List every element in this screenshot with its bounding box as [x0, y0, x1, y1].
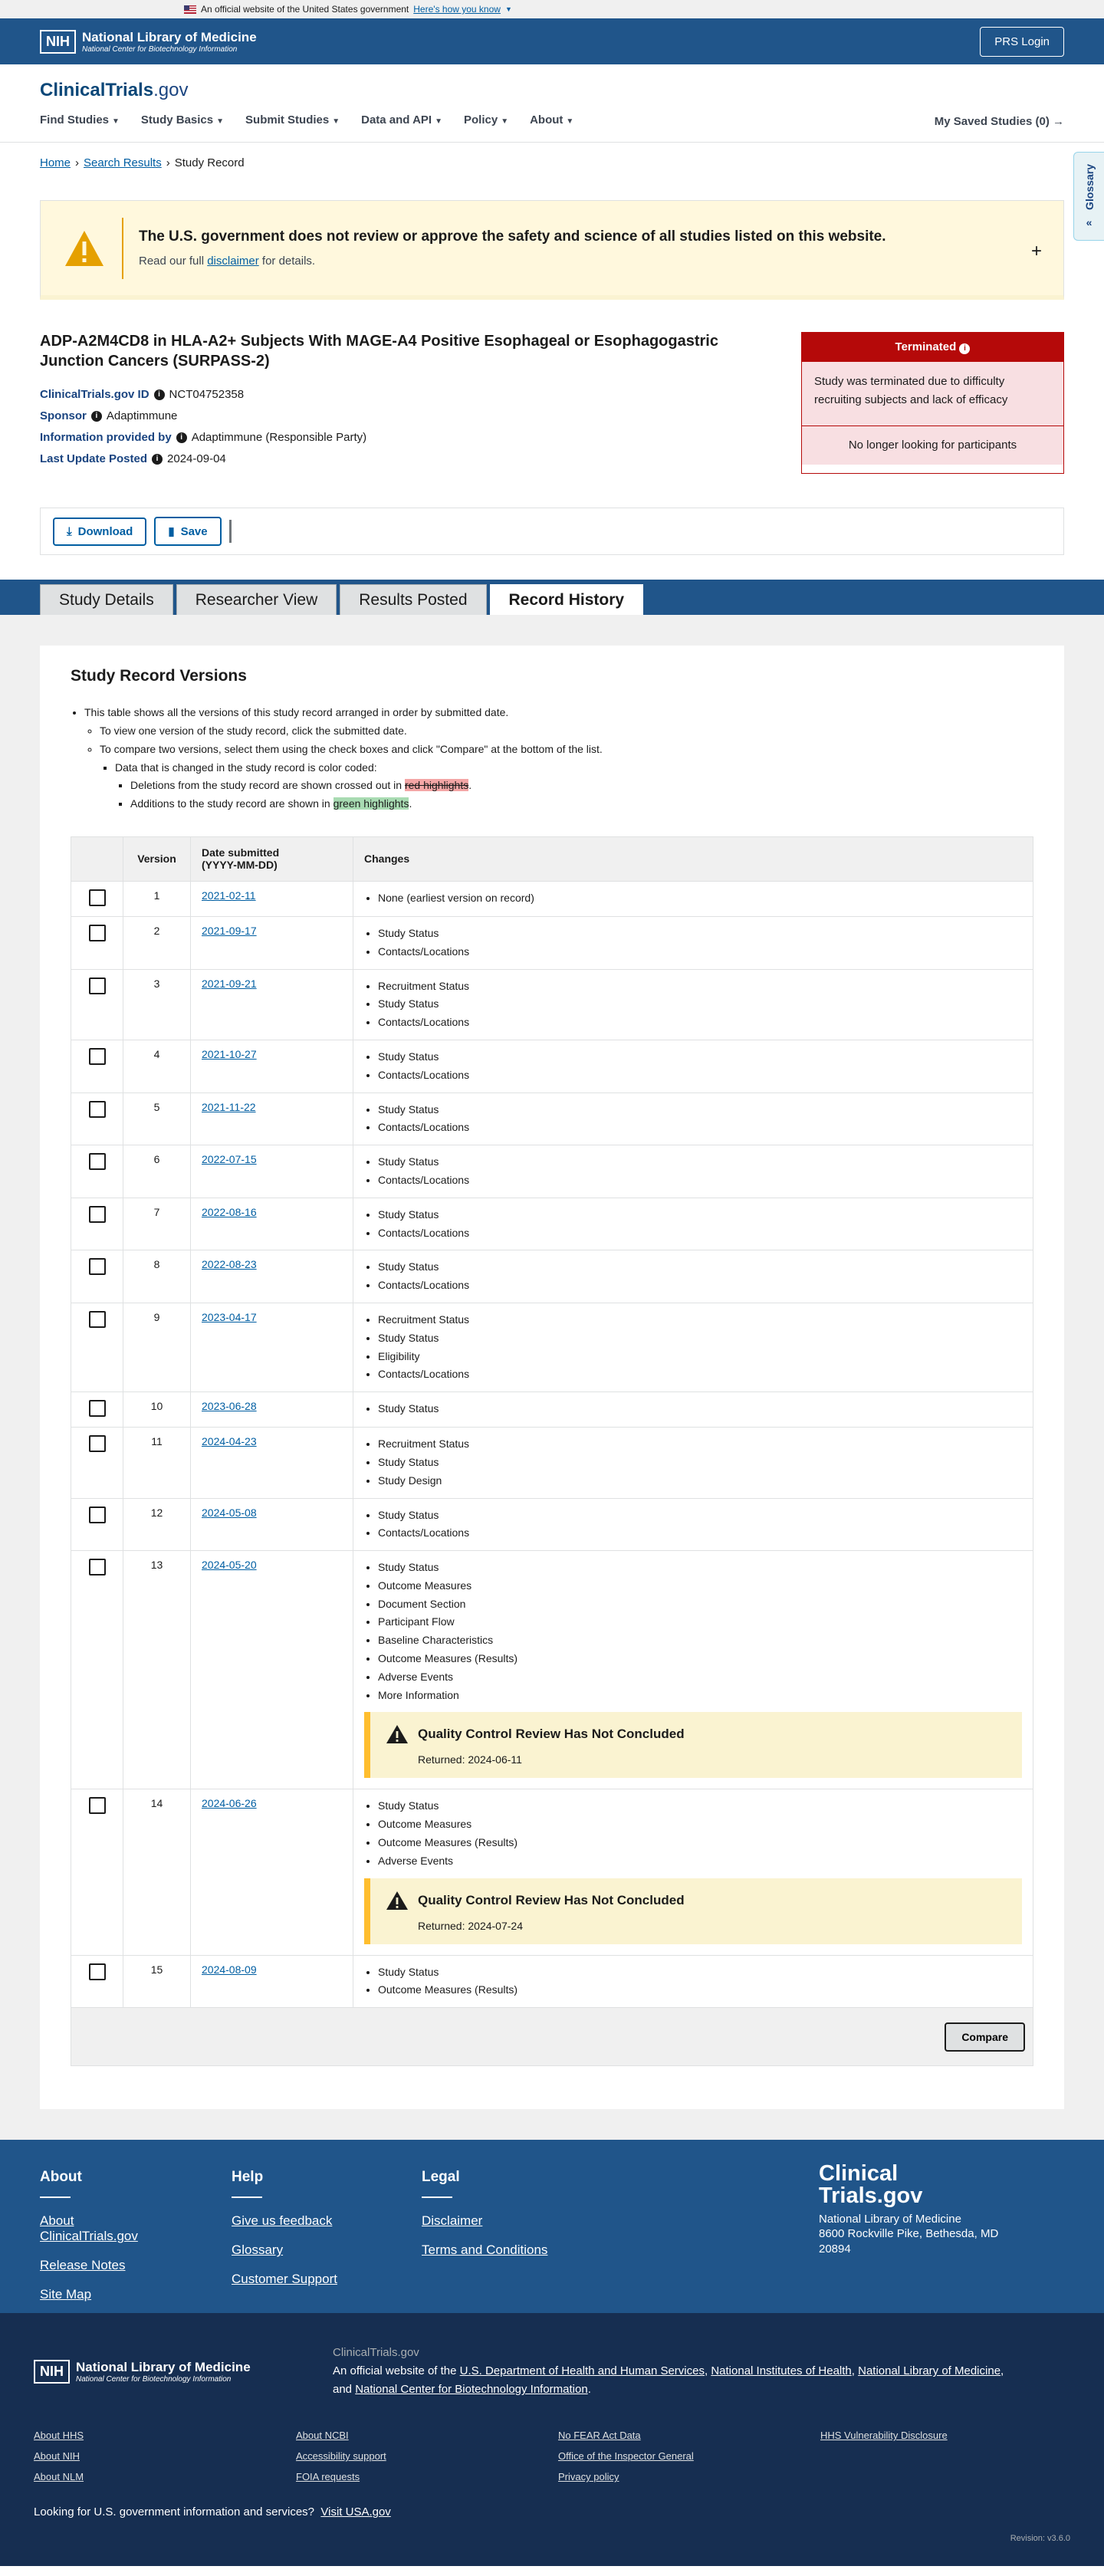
change-item: • Contacts/Locations — [378, 1119, 1022, 1137]
version-date-link[interactable]: 2024-06-26 — [202, 1797, 257, 1810]
change-item: • Study Design — [378, 1472, 1022, 1490]
versions-card — [40, 646, 1064, 2109]
breadcrumb-home[interactable]: Home — [40, 156, 71, 169]
subfooter-link[interactable]: Office of the Inspector General — [558, 2450, 694, 2463]
info-icon[interactable]: i — [176, 432, 187, 443]
footer-legal — [422, 2169, 547, 2316]
version-date-cell — [191, 969, 353, 1040]
table-row — [71, 881, 1033, 916]
table-row — [71, 1040, 1033, 1092]
change-item: • Outcome Measures — [378, 1577, 1022, 1595]
tab-record-history[interactable]: Record History — [490, 584, 644, 615]
disclaimer-alert — [40, 200, 1064, 300]
version-date-cell — [191, 1198, 353, 1250]
nlm-title: National Library of Medicine — [76, 2359, 251, 2374]
nav-study-basics[interactable]: Study Basics ▼ — [140, 113, 225, 127]
subfooter-link[interactable]: About HHS — [34, 2430, 84, 2442]
official-site-info: ClinicalTrials.gov An official website of the U.S. Department of Health and Human Services, National Institutes of Health, National Library of Medicine, and National Center for Biotechnology Information. — [333, 2344, 1004, 2399]
change-item: • Recruitment Status — [378, 1311, 1022, 1329]
version-checkbox-cell — [71, 1145, 123, 1198]
nih-link[interactable]: National Institutes of Health — [711, 2364, 852, 2378]
change-item: • More Information — [378, 1687, 1022, 1705]
nlm-bar — [0, 18, 1104, 64]
version-checkbox[interactable] — [89, 925, 106, 941]
sub-footer — [0, 2313, 1104, 2566]
version-date-cell — [191, 1250, 353, 1303]
tab-study-details[interactable]: Study Details — [40, 584, 173, 615]
version-checkbox-cell — [71, 1955, 123, 2008]
download-button[interactable]: ⤓ Download — [53, 518, 146, 546]
table-row — [71, 969, 1033, 1040]
table-row — [71, 1551, 1033, 1789]
sponsor-value: Adaptimmune — [106, 409, 178, 423]
disclaimer-link[interactable]: disclaimer — [207, 255, 259, 268]
version-number: 8 — [123, 1250, 191, 1303]
change-item: • Adverse Events — [378, 1852, 1022, 1871]
table-row — [71, 1498, 1033, 1551]
chevron-down-icon: ▼ — [504, 5, 512, 13]
change-item: • Study Status — [378, 1797, 1022, 1815]
subfooter-link[interactable]: Privacy policy — [558, 2471, 619, 2483]
version-changes — [353, 1092, 1033, 1145]
version-checkbox-cell — [71, 1040, 123, 1092]
study-title: ADP-A2M4CD8 in HLA-A2+ Subjects With MAGE-A4 Positive Esophageal or Esophagogastric Junction Cancers (SURPASS-2) — [40, 333, 718, 370]
change-item: • Contacts/Locations — [378, 1014, 1022, 1032]
version-number: 1 — [123, 881, 191, 916]
change-item: • None (earliest version on record) — [378, 889, 1022, 908]
deletion-note: ▪ Deletions from the study record are shown crossed out in red highlights. — [130, 777, 1033, 795]
info-icon[interactable]: i — [152, 454, 163, 465]
footer-link[interactable]: Terms and Conditions — [422, 2242, 548, 2258]
version-checkbox-cell — [71, 1392, 123, 1428]
alert-divider — [122, 218, 123, 279]
version-number: 5 — [123, 1092, 191, 1145]
version-checkbox-cell — [71, 881, 123, 916]
footer-about — [40, 2169, 169, 2316]
version-date-cell — [191, 916, 353, 969]
footer-brand — [819, 2163, 1026, 2256]
table-row — [71, 1250, 1033, 1303]
qc-returned: Returned: 2024-07-24 — [418, 1919, 523, 1932]
version-checkbox[interactable] — [89, 1153, 106, 1170]
version-date-link[interactable]: 2021-09-17 — [202, 924, 257, 937]
version-date-cell — [191, 1392, 353, 1428]
change-item: • Study Status — [378, 1048, 1022, 1066]
nlm-subtitle: National Center for Biotechnology Information — [82, 44, 238, 54]
footer-legal-heading: Legal — [422, 2169, 547, 2198]
version-checkbox[interactable] — [89, 1797, 106, 1814]
versions-instructions — [84, 704, 1033, 813]
record-history-section — [0, 615, 1104, 2140]
status-head: Terminated i — [802, 333, 1063, 362]
version-date-cell — [191, 1040, 353, 1092]
nav-about[interactable]: About ▼ — [530, 113, 574, 127]
change-item: • Adverse Events — [378, 1668, 1022, 1687]
version-changes — [353, 1250, 1033, 1303]
double-chevron-left-icon: « — [1086, 215, 1092, 228]
version-checkbox-cell — [71, 969, 123, 1040]
glossary-label: Glossary — [1083, 164, 1096, 210]
version-date-cell — [191, 1303, 353, 1392]
change-item: • Study Status — [378, 1153, 1022, 1171]
version-number: 10 — [123, 1392, 191, 1428]
nih-logo-box: NIH — [34, 2360, 70, 2384]
version-date-cell — [191, 1551, 353, 1789]
version-date-cell — [191, 1145, 353, 1198]
version-date-link[interactable]: 2022-07-15 — [202, 1153, 257, 1166]
change-item: • Outcome Measures (Results) — [378, 1650, 1022, 1668]
version-checkbox-cell — [71, 1250, 123, 1303]
version-checkbox[interactable] — [89, 889, 106, 906]
version-changes — [353, 1789, 1033, 1955]
footer-link[interactable]: Give us feedback — [232, 2213, 333, 2229]
study-header — [0, 332, 1104, 474]
table-row — [71, 1092, 1033, 1145]
id-label: ClinicalTrials.gov ID — [40, 388, 150, 402]
nlm-footer-logo[interactable] — [34, 2344, 302, 2399]
version-checkbox[interactable] — [89, 1559, 106, 1576]
version-checkbox-cell — [71, 1428, 123, 1498]
version-date-cell — [191, 1498, 353, 1551]
info-icon[interactable]: i — [154, 389, 165, 400]
version-number: 9 — [123, 1303, 191, 1392]
version-changes — [353, 881, 1033, 916]
site-name: ClinicalTrials.gov — [333, 2346, 419, 2360]
change-item: • Contacts/Locations — [378, 943, 1022, 961]
change-item: • Contacts/Locations — [378, 1224, 1022, 1243]
version-changes — [353, 1040, 1033, 1092]
version-checkbox[interactable] — [89, 1101, 106, 1118]
footer-link[interactable]: Glossary — [232, 2242, 284, 2258]
warning-icon — [386, 1891, 409, 1911]
arrow-right-icon: → — [1053, 115, 1064, 128]
change-item: • Outcome Measures — [378, 1815, 1022, 1834]
nav-find-studies[interactable]: Find Studies ▼ — [40, 113, 120, 127]
version-changes — [353, 1198, 1033, 1250]
change-item: • Outcome Measures (Results) — [378, 1981, 1022, 1999]
change-item: • Document Section — [378, 1595, 1022, 1614]
last-update-value: 2024-09-04 — [167, 452, 226, 466]
alert-title: The U.S. government does not review or approve the safety and science of all studies listed on this website. — [139, 228, 886, 245]
status-box — [801, 332, 1064, 474]
version-checkbox[interactable] — [89, 1206, 106, 1223]
change-item: • Study Status — [378, 1206, 1022, 1224]
version-date-link[interactable]: 2021-09-21 — [202, 977, 257, 990]
version-checkbox[interactable] — [89, 1400, 106, 1417]
table-row — [71, 1789, 1033, 1955]
qc-alert — [364, 1712, 1022, 1778]
change-item: • Contacts/Locations — [378, 1524, 1022, 1543]
version-date-cell — [191, 881, 353, 916]
breadcrumb — [0, 156, 1104, 169]
change-item: • Study Status — [378, 995, 1022, 1014]
actions-bar — [40, 508, 1064, 555]
instruction-compare: ◦ To compare two versions, select them using the check boxes and click "Compare" at the bottom of the list. — [100, 741, 1033, 759]
version-number: 6 — [123, 1145, 191, 1198]
table-row — [71, 916, 1033, 969]
sponsor-label: Sponsor — [40, 409, 87, 423]
versions-table — [71, 836, 1033, 2066]
info-provided-label: Information provided by — [40, 431, 172, 445]
version-date-cell — [191, 1428, 353, 1498]
version-checkbox-cell — [71, 1551, 123, 1789]
tab-results-posted[interactable]: Results Posted — [340, 584, 486, 615]
subfooter-links — [34, 2430, 1070, 2482]
change-item: • Study Status — [378, 1258, 1022, 1276]
hhs-link[interactable]: U.S. Department of Health and Human Services — [459, 2364, 705, 2378]
usa-gov-line: Looking for U.S. government information and services? Visit USA.gov — [34, 2505, 391, 2519]
gov-banner — [0, 0, 1104, 18]
version-checkbox[interactable] — [89, 1506, 106, 1523]
col-checkbox — [71, 836, 123, 881]
version-changes — [353, 1551, 1033, 1789]
version-changes — [353, 1145, 1033, 1198]
footer-link[interactable]: Release Notes — [40, 2258, 126, 2273]
version-checkbox[interactable] — [89, 978, 106, 994]
version-number: 2 — [123, 916, 191, 969]
version-changes — [353, 1428, 1033, 1498]
usa-gov-link[interactable]: Visit USA.gov — [320, 2505, 391, 2519]
ncbi-link[interactable]: National Center for Biotechnology Information — [355, 2383, 588, 2397]
version-changes — [353, 1303, 1033, 1392]
how-you-know-link[interactable]: Here's how you know — [413, 4, 501, 15]
change-item: • Contacts/Locations — [378, 1066, 1022, 1085]
version-number: 12 — [123, 1498, 191, 1551]
subfooter-link[interactable]: About NCBI — [296, 2430, 349, 2442]
subfooter-link[interactable]: HHS Vulnerability Disclosure — [820, 2430, 948, 2442]
footer-help — [232, 2169, 359, 2316]
table-row — [71, 1198, 1033, 1250]
table-row — [71, 1955, 1033, 2008]
version-number: 15 — [123, 1955, 191, 2008]
instruction-view: ◦ To view one version of the study record, click the submitted date. — [100, 722, 1033, 741]
qc-returned: Returned: 2024-06-11 — [418, 1753, 522, 1766]
version-changes — [353, 969, 1033, 1040]
nlm-title: National Library of Medicine — [82, 29, 257, 44]
version-number: 7 — [123, 1198, 191, 1250]
version-changes — [353, 1955, 1033, 2008]
version-date-link[interactable]: 2023-04-17 — [202, 1310, 257, 1323]
change-item: • Recruitment Status — [378, 1435, 1022, 1454]
chevron-right-icon: › — [166, 156, 170, 169]
change-item: • Study Status — [378, 1329, 1022, 1348]
footer-link[interactable]: Site Map — [40, 2287, 92, 2302]
site-header — [0, 64, 1104, 143]
revision-label: Revision: v3.6.0 — [1010, 2534, 1070, 2544]
version-number: 11 — [123, 1428, 191, 1498]
version-date-cell — [191, 1955, 353, 2008]
version-checkbox[interactable] — [89, 1311, 106, 1328]
version-date-link[interactable]: 2021-02-11 — [202, 889, 256, 902]
download-icon: ⤓ — [67, 524, 72, 538]
qc-title: Quality Control Review Has Not Concluded — [418, 1892, 685, 1907]
nav-data-api[interactable]: Data and API ▼ — [361, 113, 442, 127]
version-date-link[interactable]: 2021-10-27 — [202, 1047, 257, 1060]
footer-logo[interactable]: Clinical Trials.gov — [819, 2161, 923, 2209]
version-checkbox-cell — [71, 1789, 123, 1955]
change-item: • Contacts/Locations — [378, 1365, 1022, 1384]
record-tabs — [0, 580, 1104, 615]
change-item: • Study Status — [378, 1400, 1022, 1418]
expand-plus-icon[interactable]: + — [1030, 241, 1042, 261]
chevron-right-icon: › — [75, 156, 80, 169]
version-checkbox-cell — [71, 916, 123, 969]
id-value: NCT04752358 — [169, 388, 245, 402]
nih-logo-box: NIH — [40, 30, 76, 54]
footer-link[interactable]: About ClinicalTrials.gov — [40, 2213, 138, 2244]
version-date-link[interactable]: 2023-06-28 — [202, 1400, 257, 1413]
version-date-cell — [191, 1789, 353, 1955]
version-number: 4 — [123, 1040, 191, 1092]
subfooter-link[interactable]: FOIA requests — [296, 2471, 360, 2483]
version-number: 13 — [123, 1551, 191, 1789]
table-row — [71, 1145, 1033, 1198]
change-item: • Baseline Characteristics — [378, 1631, 1022, 1650]
subfooter-link[interactable]: About NIH — [34, 2450, 80, 2463]
version-checkbox[interactable] — [89, 1435, 106, 1452]
version-date-link[interactable]: 2022-08-16 — [202, 1205, 257, 1218]
change-item: • Study Status — [378, 1963, 1022, 1982]
change-item: • Study Status — [378, 1506, 1022, 1525]
version-checkbox[interactable] — [89, 1048, 106, 1065]
bookmark-icon: ▮ — [168, 525, 175, 539]
actions-divider — [229, 520, 232, 543]
status-reason: Study was terminated due to difficulty recruiting subjects and lack of efficacy — [802, 362, 1063, 426]
version-checkbox-cell — [71, 1198, 123, 1250]
change-item: • Recruitment Status — [378, 978, 1022, 996]
col-changes: Changes — [353, 836, 1033, 881]
prs-login-button[interactable]: PRS Login — [980, 27, 1064, 57]
nav-policy[interactable]: Policy ▼ — [464, 113, 509, 127]
change-item: • Study Status — [378, 1559, 1022, 1577]
version-changes — [353, 1392, 1033, 1428]
qc-title: Quality Control Review Has Not Concluded — [418, 1727, 685, 1742]
change-item: • Study Status — [378, 925, 1022, 943]
version-date-link[interactable]: 2021-11-22 — [202, 1100, 256, 1113]
nlm-link[interactable]: National Library of Medicine — [858, 2364, 1001, 2378]
change-item: • Outcome Measures (Results) — [378, 1834, 1022, 1852]
subfooter-link[interactable]: Accessibility support — [296, 2450, 386, 2463]
col-date: Date submitted (YYYY-MM-DD) — [191, 836, 353, 881]
nav-submit-studies[interactable]: Submit Studies ▼ — [245, 113, 340, 127]
warning-icon — [386, 1724, 409, 1744]
subfooter-link[interactable]: About NLM — [34, 2471, 84, 2483]
compare-button[interactable]: Compare — [945, 2022, 1025, 2052]
recruitment-status: No longer looking for participants — [802, 426, 1063, 465]
saved-studies-link[interactable]: My Saved Studies (0) → — [934, 115, 1064, 128]
footer-help-heading: Help — [232, 2169, 359, 2198]
change-item: • Contacts/Locations — [378, 1276, 1022, 1295]
version-checkbox[interactable] — [89, 1963, 106, 1980]
intro-item: • This table shows all the versions of this study record arranged in order by submitted date. — [84, 704, 1033, 722]
info-icon[interactable]: i — [959, 343, 970, 354]
warning-icon — [64, 229, 105, 268]
versions-heading: Study Record Versions — [71, 667, 247, 685]
version-date-link[interactable]: 2024-05-20 — [202, 1559, 257, 1572]
site-footer — [0, 2140, 1104, 2313]
col-version: Version — [123, 836, 191, 881]
tab-researcher-view[interactable]: Researcher View — [176, 584, 337, 615]
change-item: • Study Status — [378, 1454, 1022, 1472]
table-row — [71, 1303, 1033, 1392]
info-icon[interactable]: i — [91, 411, 102, 422]
glossary-tab[interactable] — [1073, 152, 1104, 241]
version-date-link[interactable]: 2024-04-23 — [202, 1435, 257, 1448]
version-date-link[interactable]: 2024-05-08 — [202, 1506, 257, 1519]
change-item: • Participant Flow — [378, 1613, 1022, 1631]
info-provided-value: Adaptimmune (Responsible Party) — [191, 431, 367, 445]
version-date-link[interactable]: 2024-08-09 — [202, 1963, 257, 1976]
version-checkbox-cell — [71, 1092, 123, 1145]
change-item: • Study Status — [378, 1101, 1022, 1119]
version-checkbox-cell — [71, 1303, 123, 1392]
version-changes — [353, 916, 1033, 969]
footer-link[interactable]: Customer Support — [232, 2272, 337, 2287]
alert-text: Read our full disclaimer for details. — [139, 255, 316, 268]
nlm-logo[interactable] — [40, 30, 257, 54]
change-item: • Contacts/Locations — [378, 1171, 1022, 1190]
change-item: • Eligibility — [378, 1348, 1022, 1366]
version-date-cell — [191, 1092, 353, 1145]
table-row — [71, 1392, 1033, 1428]
gov-banner-text: An official website of the United States government — [201, 4, 409, 15]
qc-alert — [364, 1878, 1022, 1944]
version-checkbox-cell — [71, 1498, 123, 1551]
footer-link[interactable]: Disclaimer — [422, 2213, 483, 2229]
breadcrumb-search-results[interactable]: Search Results — [84, 156, 162, 169]
study-meta — [40, 388, 748, 465]
table-row — [71, 1428, 1033, 1498]
version-date-link[interactable]: 2022-08-23 — [202, 1258, 257, 1271]
instruction-color: ▪ Data that is changed in the study record is color coded: — [115, 759, 1033, 777]
nlm-subtitle: National Center for Biotechnology Information — [76, 2374, 232, 2384]
footer-address: National Library of Medicine 8600 Rockville Pike, Bethesda, MD 20894 — [819, 2213, 999, 2256]
version-changes — [353, 1498, 1033, 1551]
table-footer — [71, 2008, 1033, 2066]
version-checkbox[interactable] — [89, 1258, 106, 1275]
version-number: 14 — [123, 1789, 191, 1955]
last-update-label: Last Update Posted — [40, 452, 148, 466]
main-nav — [40, 113, 1064, 127]
footer-about-heading: About — [40, 2169, 169, 2198]
save-button[interactable]: ▮ Save — [154, 517, 221, 546]
version-number: 3 — [123, 969, 191, 1040]
addition-note: ▪ Additions to the study record are shown in green highlights. — [130, 795, 1033, 813]
breadcrumb-current: Study Record — [174, 156, 245, 169]
clinicaltrials-logo[interactable]: ClinicalTrials.gov — [40, 80, 189, 100]
subfooter-link[interactable]: No FEAR Act Data — [558, 2430, 641, 2442]
us-flag-icon — [184, 5, 196, 14]
